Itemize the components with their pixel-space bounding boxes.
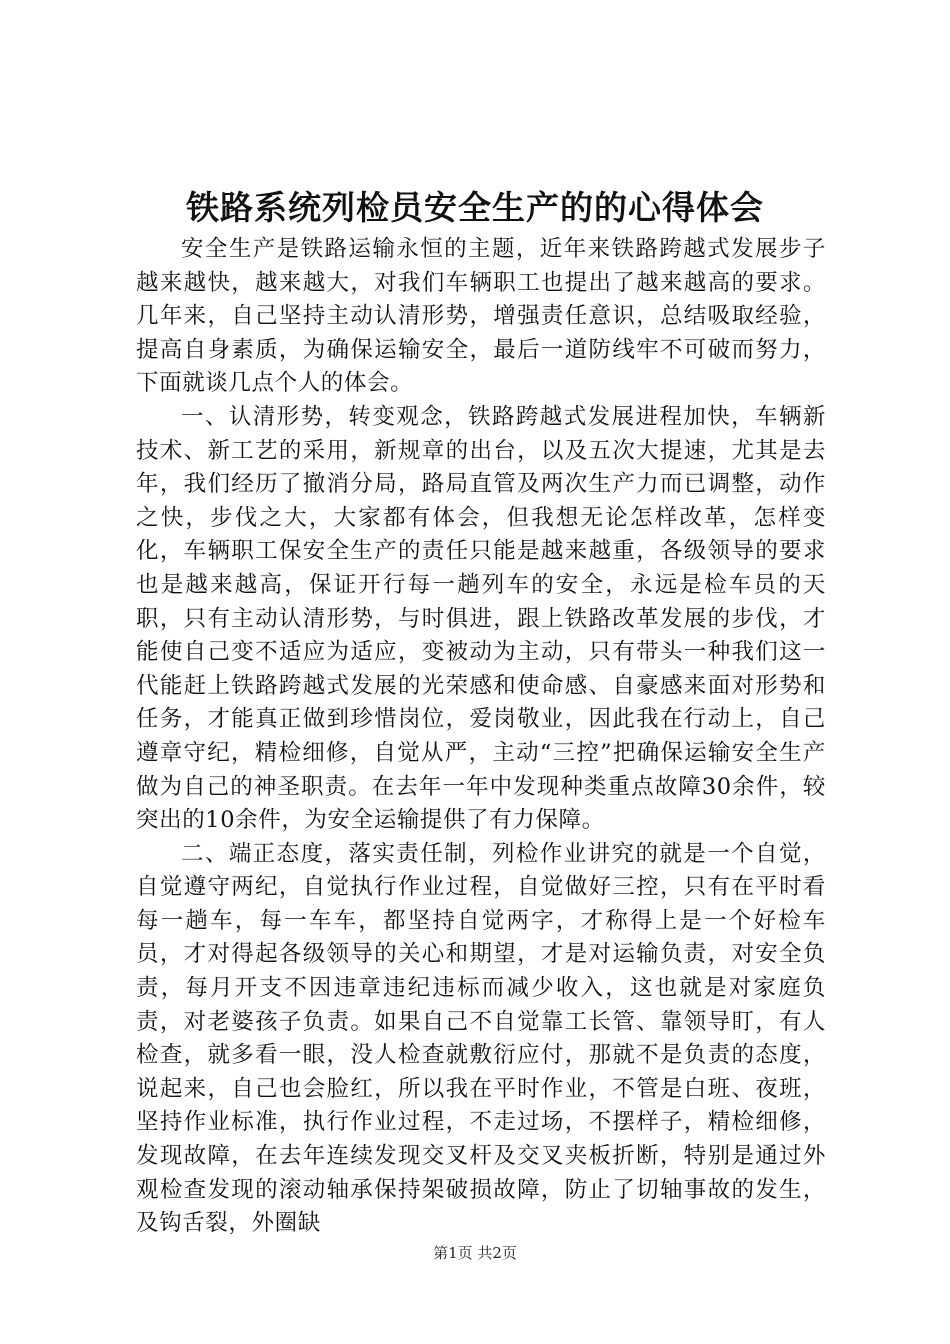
page-number-footer: 第1页 共2页 <box>433 1244 517 1262</box>
paragraph-intro: 安全生产是铁路运输永恒的主题，近年来铁路跨越式发展步子越来越快，越来越大，对我们车辆职工也提出了越来越高的要求。几年来，自己坚持主动认清形势，增强责任意识，总结吸取经验，提高自身素质，为确保运输安全，最后一道防线牢不可破而努力，下面就谈几点个人的体会。 <box>136 236 826 397</box>
paragraph-section-two: 二、端正态度，落实责任制，列检作业讲究的就是一个自觉，自觉遵守两纪，自觉执行作业过程，自觉做好三控，只有在平时看每一趟车，每一车车，都坚持自觉两字，才称得上是一个好检车员，才对得起各级领导的关心和期望，才是对运输负责，对安全负责，每月开支不因违章违纪违标而减少收入，这也就是对家庭负责，对老婆孩子负责。如果自己不自觉靠工长管、靠领导盯，有人检查，就多看一眼，没人检查就敷衍应付，那就不是负责的态度，说起来，自己也会脸红，所以我在平时作业，不管是白班、夜班，坚持作业标准，执行作业过程，不走过场，不摆样子，精检细修，发现故障，在去年连续发现交叉杆及交叉夹板折断，特别是通过外观检查发现的滚动轴承保持架破损故障，防止了切轴事故的发生，及钩舌裂，外圈缺 <box>136 840 826 1237</box>
document-body <box>136 233 826 1241</box>
document-title: 铁路系统列检员安全生产的的心得体会 <box>186 188 764 227</box>
paragraph-section-one: 一、认清形势，转变观念，铁路跨越式发展进程加快，车辆新技术、新工艺的采用，新规章的出台，以及五次大提速，尤其是去年，我们经历了撤消分局，路局直管及两次生产力而已调整，动作之快，步伐之大，大家都有体会，但我想无论怎样改革，怎样变化，车辆职工保安全生产的责任只能是越来越重，各级领导的要求也是越来越高，保证开行每一趟列车的安全，永远是检车员的天职，只有主动认清形势，与时俱进，跟上铁路改革发展的步伐，才能使自己变不适应为适应，变被动为主动，只有带头一种我们这一代能赶上铁路跨越式发展的光荣感和使命感、自豪感来面对形势和任务，才能真正做到珍惜岗位，爱岗敬业，因此我在行动上，自己遵章守纪，精检细修，自觉从严，主动“三控”把确保运输安全生产做为自己的神圣职责。在去年一年中发现种类重点故障30余件，较突出的10余件，为安全运输提供了有力保障。 <box>136 403 826 834</box>
